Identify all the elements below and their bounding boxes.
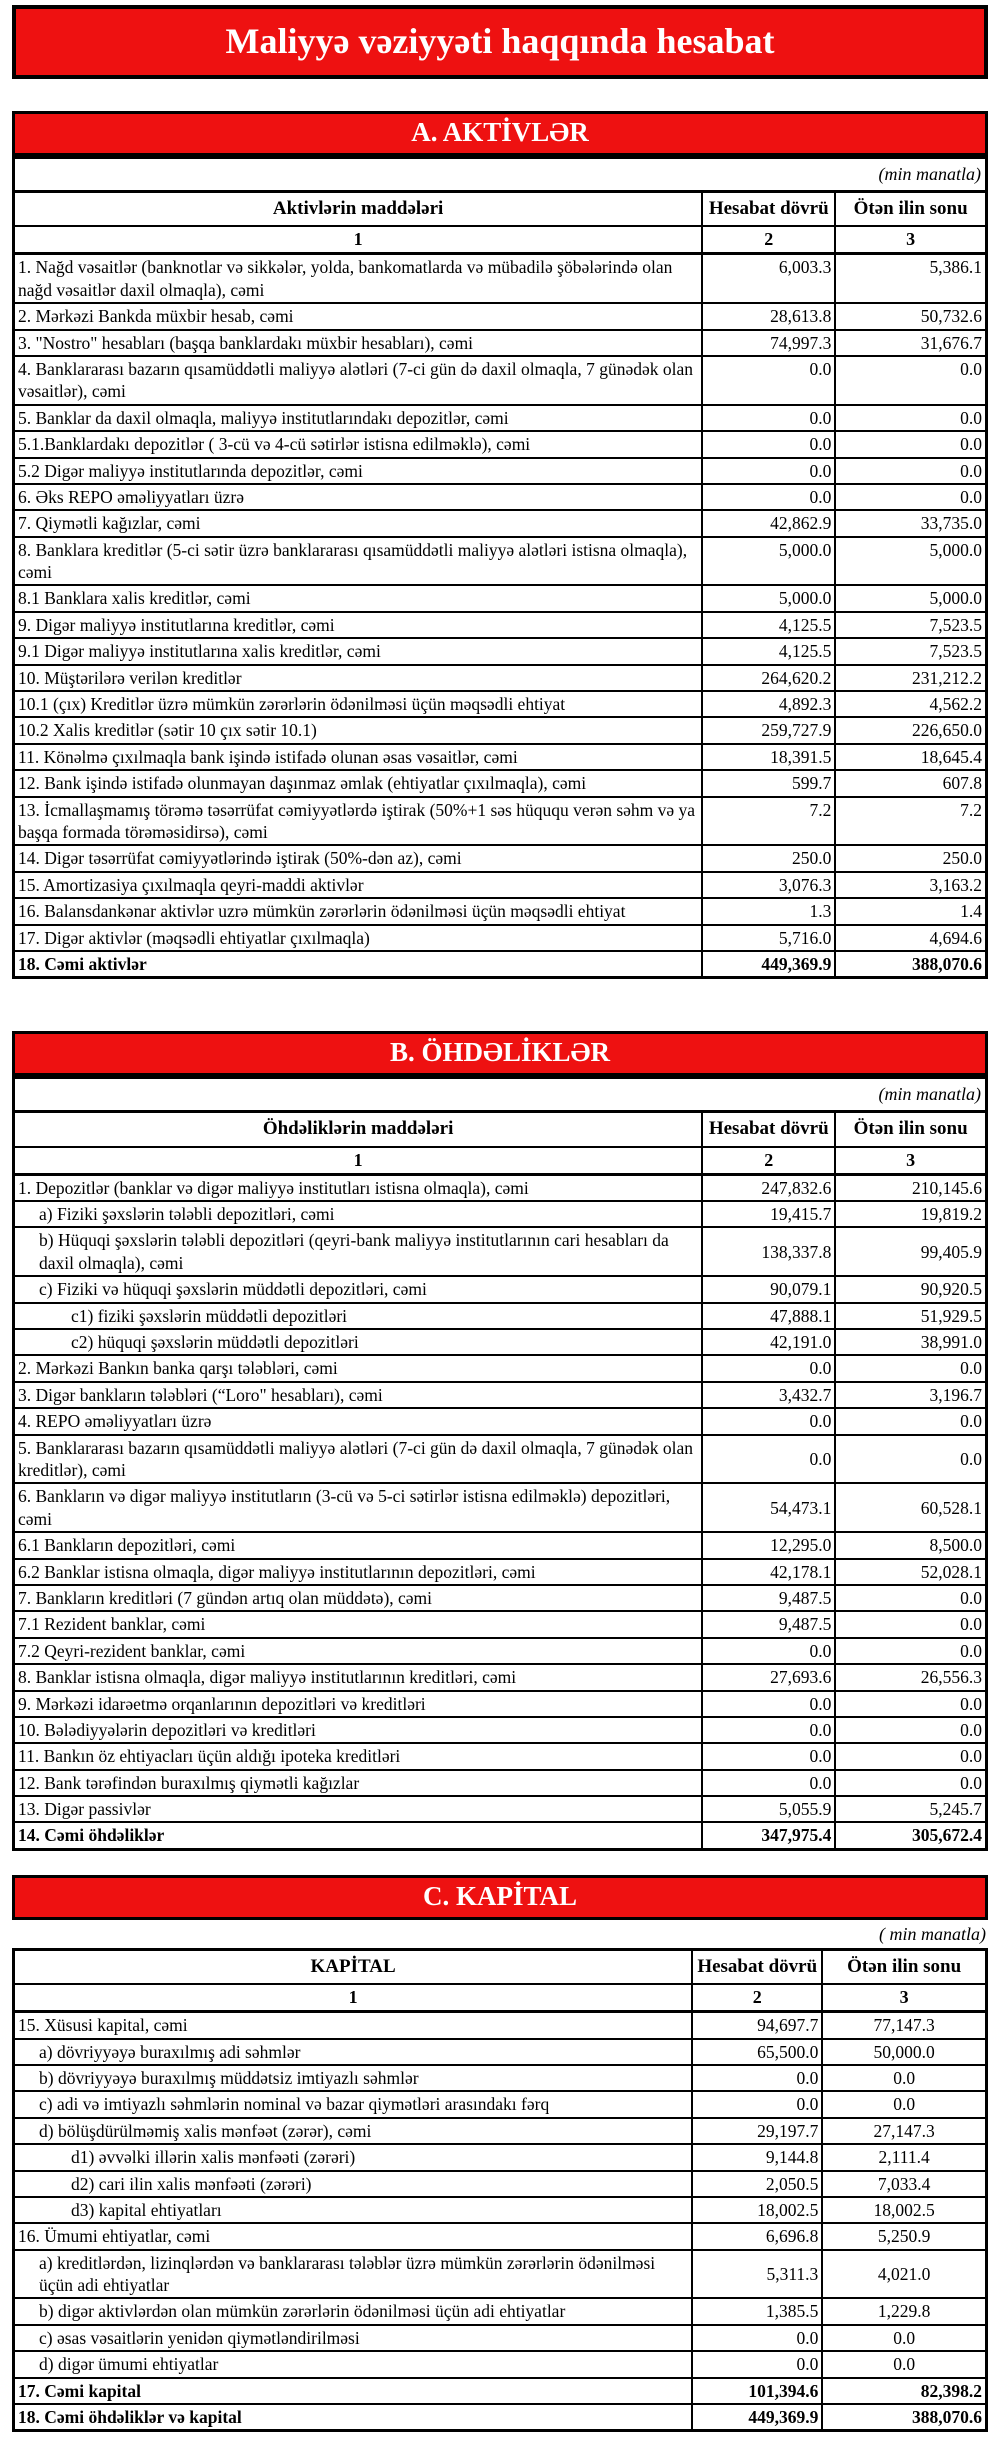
value-end-of-last-year: 99,405.9 [835, 1227, 986, 1276]
row-label: 7. Bankların kreditləri (7 gündən artıq olan müddətə), cəmi [14, 1585, 703, 1611]
row-label: 15. Xüsusi kapital, cəmi [14, 2012, 693, 2039]
row-label: 6.2 Banklar istisna olmaqla, digər maliyyə institutlarının depozitləri, cəmi [14, 1559, 703, 1585]
value-end-of-last-year: 607.8 [835, 770, 986, 796]
row-label: 11. Bankın öz ehtiyacları üçün aldığı ipoteka kreditləri [14, 1743, 703, 1769]
column-header-reporting-period: Hesabat dövrü [702, 1112, 835, 1147]
row-label: 8. Banklar istisna olmaqla, digər maliyyə institutlarının kreditləri, cəmi [14, 1664, 703, 1690]
value-reporting-period: 18,391.5 [702, 744, 835, 770]
section-assets [12, 111, 988, 979]
value-reporting-period: 28,613.8 [702, 303, 835, 329]
row-label: 6.1 Bankların depozitləri, cəmi [14, 1532, 703, 1558]
column-index: 1 [14, 226, 703, 254]
row-label: 13. Digər passivlər [14, 1796, 703, 1822]
value-end-of-last-year: 0.0 [835, 431, 986, 457]
table-row [14, 612, 987, 638]
value-reporting-period: 9,487.5 [702, 1611, 835, 1637]
value-reporting-period: 5,311.3 [692, 2250, 822, 2299]
value-end-of-last-year: 26,556.3 [835, 1664, 986, 1690]
value-end-of-last-year: 4,562.2 [835, 691, 986, 717]
value-reporting-period: 101,394.6 [692, 2378, 822, 2404]
column-header-items: KAPİTAL [14, 1949, 693, 1984]
column-index: 2 [692, 1984, 822, 2012]
row-label: c1) fiziki şəxslərin müddətli depozitləri [14, 1303, 703, 1329]
table-row [14, 2118, 987, 2144]
column-header-items: Öhdəliklərin maddələri [14, 1112, 703, 1147]
table-row [14, 2378, 987, 2404]
row-label: 6. Əks REPO əməliyyatları üzrə [14, 484, 703, 510]
capital-table [12, 1948, 988, 2433]
value-end-of-last-year: 0.0 [835, 1638, 986, 1664]
row-label: 17. Digər aktivlər (məqsədli ehtiyatlar çıxılmaqla) [14, 925, 703, 951]
value-end-of-last-year: 3,163.2 [835, 872, 986, 898]
value-reporting-period: 247,832.6 [702, 1174, 835, 1201]
table-row [14, 2325, 987, 2351]
value-end-of-last-year: 31,676.7 [835, 330, 986, 356]
value-end-of-last-year: 1.4 [835, 898, 986, 924]
row-label: 7.1 Rezident banklar, cəmi [14, 1611, 703, 1637]
value-reporting-period: 259,727.9 [702, 717, 835, 743]
value-end-of-last-year: 0.0 [822, 2065, 986, 2091]
value-reporting-period: 12,295.0 [702, 1532, 835, 1558]
value-end-of-last-year: 8,500.0 [835, 1532, 986, 1558]
value-reporting-period: 6,003.3 [702, 254, 835, 303]
assets-table-header [14, 192, 987, 227]
value-reporting-period: 0.0 [702, 356, 835, 405]
table-row [14, 1743, 987, 1769]
value-end-of-last-year: 226,650.0 [835, 717, 986, 743]
value-reporting-period: 1,385.5 [692, 2298, 822, 2324]
table-row [14, 2065, 987, 2091]
value-end-of-last-year: 0.0 [835, 1435, 986, 1484]
value-end-of-last-year: 27,147.3 [822, 2118, 986, 2144]
column-index: 2 [702, 1147, 835, 1175]
value-reporting-period: 264,620.2 [702, 665, 835, 691]
row-label: 5. Banklar da daxil olmaqla, maliyyə institutlarındakı depozitlər, cəmi [14, 405, 703, 431]
row-label: 4. Banklararası bazarın qısamüddətli maliyyə alətləri (7-ci gün də daxil olmaqla, 7 günədək olan vəsaitlər), cəmi [14, 356, 703, 405]
value-end-of-last-year: 50,000.0 [822, 2039, 986, 2065]
value-end-of-last-year: 0.0 [835, 458, 986, 484]
table-row [14, 1435, 987, 1484]
row-label: d) bölüşdürülməmiş xalis mənfəət (zərər), cəmi [14, 2118, 693, 2144]
row-label: 1. Depozitlər (banklar və digər maliyyə institutları istisna olmaqla), cəmi [14, 1174, 703, 1201]
value-reporting-period: 347,975.4 [702, 1822, 835, 1849]
table-row [14, 1559, 987, 1585]
value-reporting-period: 5,055.9 [702, 1796, 835, 1822]
value-reporting-period: 5,000.0 [702, 585, 835, 611]
row-label: 5. Banklararası bazarın qısamüddətli maliyyə alətləri (7-ci gün də daxil olmaqla, 7 günədək olan kreditlər), cəmi [14, 1435, 703, 1484]
table-row [14, 1483, 987, 1532]
row-label: 5.1.Banklardakı depozitlər ( 3-cü və 4-cü sətirlər istisna edilməklə), cəmi [14, 431, 703, 457]
value-reporting-period: 138,337.8 [702, 1227, 835, 1276]
column-index-row [14, 1984, 987, 2012]
table-row [14, 2171, 987, 2197]
assets-table [12, 156, 988, 979]
row-label: 9. Digər maliyyə institutlarına kreditlər, cəmi [14, 612, 703, 638]
value-end-of-last-year: 0.0 [835, 1691, 986, 1717]
row-label: 2. Mərkəzi Bankın banka qarşı tələbləri, cəmi [14, 1355, 703, 1381]
table-row [14, 951, 987, 978]
table-row [14, 2091, 987, 2117]
value-reporting-period: 4,125.5 [702, 612, 835, 638]
value-reporting-period: 0.0 [702, 1770, 835, 1796]
row-label: 10. Bələdiyyələrin depozitləri və kreditləri [14, 1717, 703, 1743]
value-reporting-period: 0.0 [702, 405, 835, 431]
value-reporting-period: 0.0 [702, 1435, 835, 1484]
value-end-of-last-year: 52,028.1 [835, 1559, 986, 1585]
column-header-items: Aktivlərin maddələri [14, 192, 703, 227]
section-capital [12, 1875, 988, 2433]
column-index-row [14, 226, 987, 254]
row-label: 10. Müştərilərə verilən kreditlər [14, 665, 703, 691]
value-reporting-period: 94,697.7 [692, 2012, 822, 2039]
table-row [14, 2223, 987, 2249]
row-label: 14. Cəmi öhdəliklər [14, 1822, 703, 1849]
row-label: 18. Cəmi öhdəliklər və kapital [14, 2404, 693, 2431]
value-reporting-period: 3,076.3 [702, 872, 835, 898]
value-reporting-period: 0.0 [702, 431, 835, 457]
row-label: 6. Bankların və digər maliyyə institutların (3-cü və 5-ci sətirlər istisna edilməklə) depozitləri, cəmi [14, 1483, 703, 1532]
table-row [14, 2197, 987, 2223]
row-label: 16. Ümumi ehtiyatlar, cəmi [14, 2223, 693, 2249]
table-row [14, 303, 987, 329]
table-row [14, 330, 987, 356]
value-reporting-period: 27,693.6 [702, 1664, 835, 1690]
value-reporting-period: 0.0 [702, 1638, 835, 1664]
value-end-of-last-year: 19,819.2 [835, 1201, 986, 1227]
column-index: 3 [835, 1147, 986, 1175]
column-index: 2 [702, 226, 835, 254]
value-end-of-last-year: 33,735.0 [835, 510, 986, 536]
table-row [14, 1664, 987, 1690]
value-end-of-last-year: 0.0 [835, 1355, 986, 1381]
table-row [14, 1822, 987, 1849]
column-header-end-of-last-year: Ötən ilin sonu [822, 1949, 986, 1984]
value-reporting-period: 449,369.9 [702, 951, 835, 978]
value-end-of-last-year: 60,528.1 [835, 1483, 986, 1532]
row-label: a) kreditlərdən, lizinqlərdən və banklararası tələblər üzrə mümkün zərərlərin ödənilməsi üçün adi ehtiyatlar [14, 2250, 693, 2299]
table-row [14, 356, 987, 405]
units-note-row [14, 1078, 987, 1112]
table-row [14, 717, 987, 743]
table-row [14, 405, 987, 431]
column-header-reporting-period: Hesabat dövrü [692, 1949, 822, 1984]
value-end-of-last-year: 82,398.2 [822, 2378, 986, 2404]
value-end-of-last-year: 250.0 [835, 845, 986, 871]
value-end-of-last-year: 7.2 [835, 797, 986, 846]
row-label: 4. REPO əməliyyatları üzrə [14, 1408, 703, 1434]
value-reporting-period: 65,500.0 [692, 2039, 822, 2065]
value-reporting-period: 0.0 [692, 2325, 822, 2351]
row-label: 9. Mərkəzi idarəetmə orqanlarının depozitləri və kreditləri [14, 1691, 703, 1717]
row-label: 13. İcmallaşmamış törəmə təsərrüfat cəmiyyətlərdə iştirak (50%+1 səs hüququ verən səhm və ya başqa formada törəməsidirsə), cəmi [14, 797, 703, 846]
row-label: 12. Bank işində istifadə olunmayan daşınmaz əmlak (ehtiyatlar çıxılmaqla), cəmi [14, 770, 703, 796]
value-end-of-last-year: 7,523.5 [835, 612, 986, 638]
table-row [14, 770, 987, 796]
report-title: Maliyyə vəziyyəti haqqında hesabat [12, 5, 988, 79]
value-end-of-last-year: 388,070.6 [822, 2404, 986, 2431]
table-row [14, 2404, 987, 2431]
row-label: a) Fiziki şəxslərin tələbli depozitləri, cəmi [14, 1201, 703, 1227]
section-liabilities-header: B. ÖHDƏLİKLƏR [12, 1031, 988, 1076]
column-index: 1 [14, 1147, 703, 1175]
value-reporting-period: 0.0 [692, 2091, 822, 2117]
value-reporting-period: 0.0 [692, 2351, 822, 2377]
row-label: 9.1 Digər maliyyə institutlarına xalis kreditlər, cəmi [14, 638, 703, 664]
row-label: 1. Nağd vəsaitlər (banknotlar və sikkələr, yolda, bankomatlarda və mübadilə şöbələrində olan nağd vəsaitlər daxil olmaqla), cəmi [14, 254, 703, 303]
row-label: 7. Qiymətli kağızlar, cəmi [14, 510, 703, 536]
value-end-of-last-year: 210,145.6 [835, 1174, 986, 1201]
value-reporting-period: 250.0 [702, 845, 835, 871]
value-reporting-period: 0.0 [692, 2065, 822, 2091]
value-end-of-last-year: 90,920.5 [835, 1276, 986, 1302]
table-row [14, 2298, 987, 2324]
value-reporting-period: 9,487.5 [702, 1585, 835, 1611]
value-end-of-last-year: 0.0 [835, 356, 986, 405]
column-index: 3 [822, 1984, 986, 2012]
value-end-of-last-year: 0.0 [835, 405, 986, 431]
table-row [14, 1638, 987, 1664]
liabilities-table [12, 1076, 988, 1851]
value-reporting-period: 4,892.3 [702, 691, 835, 717]
value-reporting-period: 47,888.1 [702, 1303, 835, 1329]
row-label: d3) kapital ehtiyatları [14, 2197, 693, 2223]
table-row [14, 2039, 987, 2065]
table-row [14, 898, 987, 924]
value-reporting-period: 3,432.7 [702, 1382, 835, 1408]
table-row [14, 1611, 987, 1637]
value-end-of-last-year: 0.0 [835, 1611, 986, 1637]
value-reporting-period: 449,369.9 [692, 2404, 822, 2431]
units-note: ( min manatla) [879, 1923, 986, 1944]
value-reporting-period: 0.0 [702, 484, 835, 510]
table-row [14, 665, 987, 691]
value-end-of-last-year: 0.0 [835, 1585, 986, 1611]
assets-rows [14, 254, 987, 978]
table-row [14, 1174, 987, 1201]
row-label: c2) hüquqi şəxslərin müddətli depozitləri [14, 1329, 703, 1355]
row-label: c) əsas vəsaitlərin yenidən qiymətləndirilməsi [14, 2325, 693, 2351]
row-label: 18. Cəmi aktivlər [14, 951, 703, 978]
table-row [14, 845, 987, 871]
value-reporting-period: 0.0 [702, 1717, 835, 1743]
row-label: 3. Digər bankların tələbləri (“Loro" hesabları), cəmi [14, 1382, 703, 1408]
row-label: 2. Mərkəzi Bankda müxbir hesab, cəmi [14, 303, 703, 329]
table-row [14, 1717, 987, 1743]
row-label: d1) əvvəlki illərin xalis mənfəəti (zərəri) [14, 2144, 693, 2170]
value-end-of-last-year: 4,021.0 [822, 2250, 986, 2299]
value-end-of-last-year: 5,000.0 [835, 537, 986, 586]
table-row [14, 2250, 987, 2299]
value-end-of-last-year: 0.0 [835, 1743, 986, 1769]
row-label: 10.1 (çıx) Kreditlər üzrə mümkün zərərlərin ödənilməsi üçün məqsədli ehtiyat [14, 691, 703, 717]
value-end-of-last-year: 0.0 [822, 2091, 986, 2117]
value-end-of-last-year: 5,245.7 [835, 1796, 986, 1822]
value-reporting-period: 42,862.9 [702, 510, 835, 536]
value-reporting-period: 18,002.5 [692, 2197, 822, 2223]
value-end-of-last-year: 1,229.8 [822, 2298, 986, 2324]
row-label: c) Fiziki və hüquqi şəxslərin müddətli depozitləri, cəmi [14, 1276, 703, 1302]
row-label: 8. Banklara kreditlər (5-ci sətir üzrə banklararası qısamüddətli maliyyə alətləri istisna olmaqla), cəmi [14, 537, 703, 586]
row-label: 5.2 Digər maliyyə institutlarında depozitlər, cəmi [14, 458, 703, 484]
value-end-of-last-year: 51,929.5 [835, 1303, 986, 1329]
value-reporting-period: 74,997.3 [702, 330, 835, 356]
row-label: 17. Cəmi kapital [14, 2378, 693, 2404]
row-label: b) digər aktivlərdən olan mümkün zərərlərin ödənilməsi üçün adi ehtiyatlar [14, 2298, 693, 2324]
column-index: 3 [835, 226, 986, 254]
value-reporting-period: 29,197.7 [692, 2118, 822, 2144]
value-end-of-last-year: 5,000.0 [835, 585, 986, 611]
units-note: (min manatla) [14, 1078, 987, 1112]
table-row [14, 1201, 987, 1227]
value-end-of-last-year: 7,523.5 [835, 638, 986, 664]
table-row [14, 691, 987, 717]
column-header-end-of-last-year: Ötən ilin sonu [835, 1112, 986, 1147]
liabilities-rows [14, 1174, 987, 1849]
row-label: a) dövriyyəyə buraxılmış adi səhmlər [14, 2039, 693, 2065]
row-label: b) Hüquqi şəxslərin tələbli depozitləri (qeyri-bank maliyyə institutlarının cari hesabları da daxil olmaqla), cəmi [14, 1227, 703, 1276]
value-reporting-period: 19,415.7 [702, 1201, 835, 1227]
value-reporting-period: 0.0 [702, 1743, 835, 1769]
value-reporting-period: 4,125.5 [702, 638, 835, 664]
column-header-end-of-last-year: Ötən ilin sonu [835, 192, 986, 227]
row-label: 15. Amortizasiya çıxılmaqla qeyri-maddi aktivlər [14, 872, 703, 898]
value-reporting-period: 0.0 [702, 1691, 835, 1717]
table-row [14, 431, 987, 457]
table-row [14, 1355, 987, 1381]
table-row [14, 2012, 987, 2039]
value-reporting-period: 0.0 [702, 1355, 835, 1381]
value-reporting-period: 5,716.0 [702, 925, 835, 951]
value-end-of-last-year: 7,033.4 [822, 2171, 986, 2197]
table-row [14, 1532, 987, 1558]
value-end-of-last-year: 5,386.1 [835, 254, 986, 303]
table-row [14, 484, 987, 510]
column-header-reporting-period: Hesabat dövrü [702, 192, 835, 227]
value-end-of-last-year: 0.0 [835, 1770, 986, 1796]
table-row [14, 1691, 987, 1717]
table-row [14, 1770, 987, 1796]
value-reporting-period: 1.3 [702, 898, 835, 924]
column-index: 1 [14, 1984, 693, 2012]
row-label: c) adi və imtiyazlı səhmlərin nominal və bazar qiymətləri arasındakı fərq [14, 2091, 693, 2117]
value-reporting-period: 9,144.8 [692, 2144, 822, 2170]
value-reporting-period: 599.7 [702, 770, 835, 796]
row-label: b) dövriyyəyə buraxılmış müddətsiz imtiyazlı səhmlər [14, 2065, 693, 2091]
units-note: (min manatla) [14, 158, 987, 192]
value-end-of-last-year: 38,991.0 [835, 1329, 986, 1355]
value-end-of-last-year: 0.0 [835, 484, 986, 510]
capital-table-header [14, 1949, 987, 1984]
table-row [14, 1796, 987, 1822]
section-liabilities [12, 1031, 988, 1851]
value-reporting-period: 54,473.1 [702, 1483, 835, 1532]
value-reporting-period: 42,191.0 [702, 1329, 835, 1355]
row-label: d) digər ümumi ehtiyatlar [14, 2351, 693, 2377]
liabilities-table-header [14, 1112, 987, 1147]
value-end-of-last-year: 0.0 [835, 1408, 986, 1434]
table-row [14, 744, 987, 770]
value-reporting-period: 0.0 [702, 458, 835, 484]
row-label: 3. "Nostro" hesabları (başqa banklardakı müxbir hesabları), cəmi [14, 330, 703, 356]
value-end-of-last-year: 5,250.9 [822, 2223, 986, 2249]
value-end-of-last-year: 77,147.3 [822, 2012, 986, 2039]
value-end-of-last-year: 231,212.2 [835, 665, 986, 691]
value-reporting-period: 2,050.5 [692, 2171, 822, 2197]
table-row [14, 2351, 987, 2377]
table-row [14, 1227, 987, 1276]
units-note-row [14, 158, 987, 192]
value-end-of-last-year: 0.0 [835, 1717, 986, 1743]
value-reporting-period: 0.0 [702, 1408, 835, 1434]
value-reporting-period: 7.2 [702, 797, 835, 846]
table-row [14, 797, 987, 846]
value-end-of-last-year: 0.0 [822, 2351, 986, 2377]
value-reporting-period: 5,000.0 [702, 537, 835, 586]
value-end-of-last-year: 50,732.6 [835, 303, 986, 329]
value-reporting-period: 42,178.1 [702, 1559, 835, 1585]
table-row [14, 458, 987, 484]
value-reporting-period: 90,079.1 [702, 1276, 835, 1302]
value-end-of-last-year: 388,070.6 [835, 951, 986, 978]
value-end-of-last-year: 4,694.6 [835, 925, 986, 951]
table-row [14, 872, 987, 898]
table-row [14, 1329, 987, 1355]
value-end-of-last-year: 18,645.4 [835, 744, 986, 770]
table-row [14, 925, 987, 951]
value-end-of-last-year: 0.0 [822, 2325, 986, 2351]
capital-rows [14, 2012, 987, 2431]
row-label: 12. Bank tərəfindən buraxılmış qiymətli kağızlar [14, 1770, 703, 1796]
table-row [14, 1585, 987, 1611]
value-end-of-last-year: 305,672.4 [835, 1822, 986, 1849]
column-index-row [14, 1147, 987, 1175]
table-row [14, 510, 987, 536]
value-end-of-last-year: 2,111.4 [822, 2144, 986, 2170]
value-end-of-last-year: 3,196.7 [835, 1382, 986, 1408]
table-row [14, 1408, 987, 1434]
row-label: 8.1 Banklara xalis kreditlər, cəmi [14, 585, 703, 611]
value-reporting-period: 6,696.8 [692, 2223, 822, 2249]
table-row [14, 2144, 987, 2170]
table-row [14, 638, 987, 664]
row-label: 16. Balansdankənar aktivlər uzrə mümkün zərərlərin ödənilməsi üçün məqsədli ehtiyat [14, 898, 703, 924]
table-row [14, 1303, 987, 1329]
section-assets-header: A. AKTİVLƏR [12, 111, 988, 156]
table-row [14, 1276, 987, 1302]
table-row [14, 585, 987, 611]
table-row [14, 537, 987, 586]
value-end-of-last-year: 18,002.5 [822, 2197, 986, 2223]
row-label: d2) cari ilin xalis mənfəəti (zərəri) [14, 2171, 693, 2197]
table-row [14, 1382, 987, 1408]
row-label: 10.2 Xalis kreditlər (sətir 10 çıx sətir 10.1) [14, 717, 703, 743]
row-label: 14. Digər təsərrüfat cəmiyyətlərində iştirak (50%-dən az), cəmi [14, 845, 703, 871]
section-capital-header: C. KAPİTAL [12, 1875, 988, 1920]
row-label: 7.2 Qeyri-rezident banklar, cəmi [14, 1638, 703, 1664]
row-label: 11. Könəlmə çıxılmaqla bank işində istifadə olunan əsas vəsaitlər, cəmi [14, 744, 703, 770]
table-row [14, 254, 987, 303]
